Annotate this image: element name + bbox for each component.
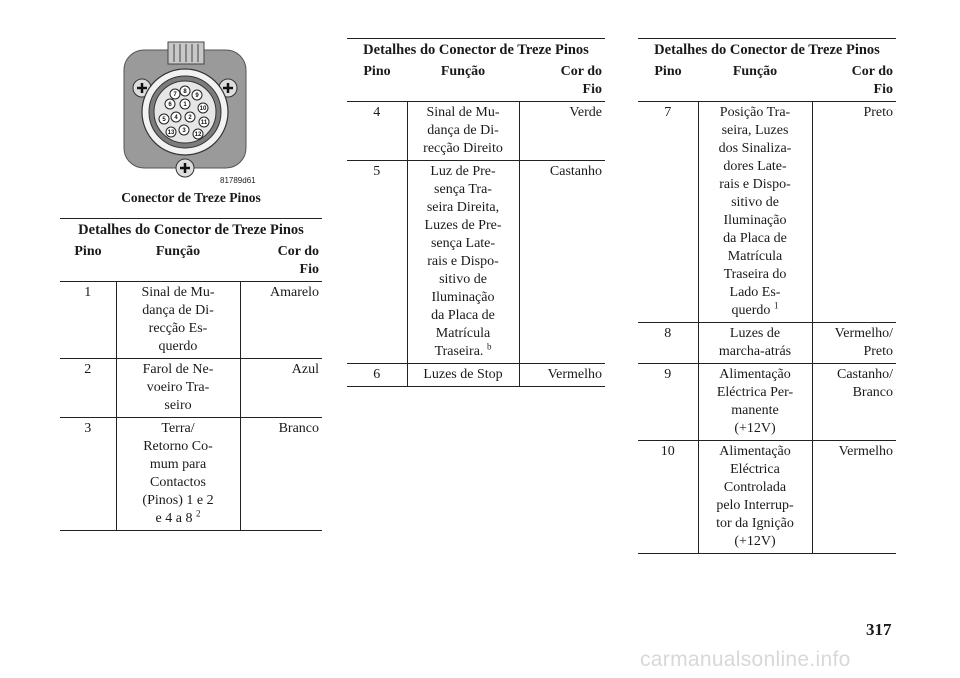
pin-label: 13: [167, 130, 175, 137]
col-header-color-line: Fio: [873, 82, 893, 97]
function-line: manente: [731, 403, 779, 418]
function-line: sença Late-: [430, 236, 496, 251]
col-header-color-line: Fio: [299, 262, 319, 277]
function-line: Iluminação: [431, 290, 495, 305]
wire-color: [240, 282, 322, 359]
pin-function: [407, 364, 519, 387]
pin-label: 3: [182, 128, 186, 135]
pin-label: 6: [168, 102, 172, 109]
wire-color-line: Verde: [569, 105, 602, 120]
pin-function: [698, 323, 812, 364]
function-line: seira Direita,: [426, 200, 500, 215]
col-header-color: [240, 241, 322, 282]
col-header-function: Função: [698, 61, 812, 102]
pin-number: 4: [347, 102, 407, 161]
table-row: [60, 282, 322, 359]
pin-function: [116, 418, 240, 531]
pin-table: [60, 218, 322, 531]
table-row: [638, 102, 896, 323]
col-header-pin: Pino: [347, 61, 407, 102]
function-line: da Placa de: [431, 308, 495, 323]
wire-color-line: Branco: [852, 385, 893, 400]
function-line: querdo: [731, 303, 771, 318]
wire-color-line: Vermelho: [547, 367, 602, 382]
table-row: [638, 441, 896, 554]
col-header-color: [519, 61, 605, 102]
pin-label: 8: [183, 89, 187, 96]
function-line: recção Direito: [423, 141, 503, 156]
function-line: recção Es-: [148, 321, 208, 336]
function-line: Iluminação: [723, 213, 787, 228]
function-line: rais e Dispo-: [719, 177, 791, 192]
col-header-color-line: Cor do: [851, 64, 893, 79]
pin-number: 5: [347, 161, 407, 364]
col-header-function: Função: [116, 241, 240, 282]
function-line: Luzes de Pre-: [424, 218, 502, 233]
pin-function: [116, 359, 240, 418]
wire-color-line: Preto: [863, 344, 893, 359]
table-row: [638, 364, 896, 441]
pin-function: [698, 364, 812, 441]
table-row: [60, 359, 322, 418]
pin-number: 1: [60, 282, 116, 359]
pin-label: 7: [173, 92, 177, 99]
function-line: mum para: [149, 457, 207, 472]
wire-color-line: Preto: [863, 105, 893, 120]
pin-label: 1: [183, 102, 187, 109]
wire-color-line: Vermelho: [838, 444, 893, 459]
figure-id: 81789d61: [220, 176, 256, 185]
wire-color-line: Amarelo: [270, 285, 319, 300]
function-line: pelo Interrup-: [716, 498, 794, 513]
pin-number: 9: [638, 364, 698, 441]
pin-number: 2: [60, 359, 116, 418]
col-header-color-line: Cor do: [560, 64, 602, 79]
pin-label: 2: [188, 115, 192, 122]
pin-label: 12: [194, 132, 202, 139]
function-line: Traseira do: [723, 267, 787, 282]
pin-label: 10: [199, 106, 207, 113]
col-header-pin: Pino: [60, 241, 116, 282]
function-line: dos Sinaliza-: [718, 141, 792, 156]
page-number: 317: [866, 620, 892, 639]
function-line: sitivo de: [439, 272, 487, 287]
function-line: (Pinos) 1 e 2: [142, 493, 214, 508]
function-line: (+12V): [734, 421, 776, 436]
pin-label: 5: [162, 117, 166, 124]
col-header-pin: Pino: [638, 61, 698, 102]
function-line: Lado Es-: [729, 285, 781, 300]
pin-number: 3: [60, 418, 116, 531]
pin-number: 8: [638, 323, 698, 364]
function-line: dança de Di-: [142, 303, 214, 318]
wire-color: [812, 102, 896, 323]
function-line: Matrícula: [435, 326, 491, 341]
function-line: Luzes de: [729, 326, 781, 341]
wire-color: [240, 359, 322, 418]
watermark: carmanualsonline.info: [640, 648, 851, 671]
function-line: tor da Ignição: [716, 516, 794, 531]
function-line: rais e Dispo-: [427, 254, 499, 269]
wire-color-line: Castanho/: [837, 367, 893, 382]
function-line: Contactos: [150, 475, 206, 490]
wire-color-line: Castanho: [549, 164, 602, 179]
function-line: Luz de Pre-: [430, 164, 496, 179]
function-line: Eléctrica Per-: [716, 385, 794, 400]
pin-function: [407, 161, 519, 364]
function-line: marcha-atrás: [718, 344, 792, 359]
wire-color-line: Vermelho/: [834, 326, 893, 341]
col-header-color: [812, 61, 896, 102]
function-line: Eléctrica: [730, 462, 780, 477]
function-line: (+12V): [734, 534, 776, 549]
table-title: Detalhes do Conector de Treze Pinos: [60, 219, 322, 242]
function-line: dança de Di-: [427, 123, 499, 138]
pin-function: [698, 441, 812, 554]
wire-color: [519, 161, 605, 364]
pin-table: [347, 38, 605, 387]
footnote-marker: 2: [195, 508, 201, 519]
screw-icon: [176, 159, 194, 177]
function-line: da Placa de: [723, 231, 787, 246]
function-line: Alimentação: [719, 444, 791, 459]
function-line: Posição Tra-: [719, 105, 791, 120]
pin-number: 10: [638, 441, 698, 554]
table-title: Detalhes do Conector de Treze Pinos: [347, 39, 605, 62]
function-line: sitivo de: [731, 195, 779, 210]
table-row: [347, 102, 605, 161]
pin-table: [638, 38, 896, 554]
function-line: Farol de Ne-: [142, 362, 214, 377]
wire-color-line: Azul: [291, 362, 319, 377]
function-line: Sinal de Mu-: [141, 285, 215, 300]
pin-label: 11: [200, 120, 208, 127]
function-line: Controlada: [723, 480, 787, 495]
wire-color: [240, 418, 322, 531]
function-line: e 4 a 8: [155, 511, 193, 526]
connector-illustration: [118, 40, 252, 190]
function-line: sença Tra-: [434, 182, 492, 197]
footnote-marker: 1: [773, 300, 779, 311]
function-line: Luzes de Stop: [423, 367, 503, 382]
footnote-marker: b: [486, 341, 492, 352]
wire-color: [812, 441, 896, 554]
function-line: Sinal de Mu-: [426, 105, 500, 120]
function-line: dores Late-: [723, 159, 787, 174]
pin-label: 9: [195, 93, 199, 100]
wire-color: [812, 364, 896, 441]
table-title: Detalhes do Conector de Treze Pinos: [638, 39, 896, 62]
pin-number: 7: [638, 102, 698, 323]
function-line: Terra/: [161, 421, 195, 436]
wire-color-line: Branco: [278, 421, 319, 436]
col-header-color-line: Fio: [582, 82, 602, 97]
col-header-function: Função: [407, 61, 519, 102]
pin-function: [698, 102, 812, 323]
function-line: Traseira.: [434, 344, 484, 359]
function-line: voeiro Tra-: [146, 380, 210, 395]
table-row: [60, 418, 322, 531]
figure-caption: Conector de Treze Pinos: [121, 190, 261, 205]
function-line: Matrícula: [727, 249, 783, 264]
wire-color: [519, 102, 605, 161]
col-header-color-line: Cor do: [277, 244, 319, 259]
pin-function: [407, 102, 519, 161]
wire-color: [812, 323, 896, 364]
table-row: [347, 364, 605, 387]
wire-color: [519, 364, 605, 387]
function-line: querdo: [158, 339, 198, 354]
table-row: [347, 161, 605, 364]
function-line: Retorno Co-: [143, 439, 213, 454]
pin-label: 4: [174, 115, 178, 122]
function-line: seira, Luzes: [721, 123, 789, 138]
pin-function: [116, 282, 240, 359]
pin-number: 6: [347, 364, 407, 387]
function-line: seiro: [164, 398, 192, 413]
function-line: Alimentação: [719, 367, 791, 382]
table-row: [638, 323, 896, 364]
